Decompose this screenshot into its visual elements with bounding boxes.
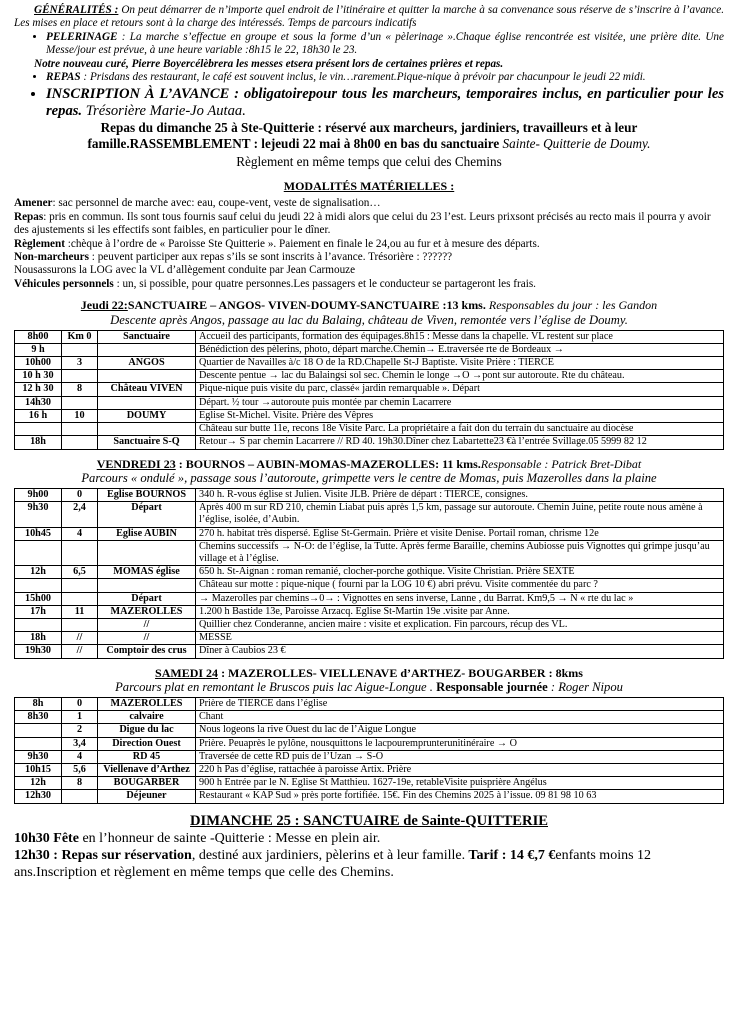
time-cell: 12 h 30 — [15, 383, 62, 396]
repas-list — [14, 71, 724, 84]
page — [14, 4, 724, 881]
place-cell: Viellenave d’Arthez — [98, 763, 196, 776]
table-row — [15, 527, 724, 540]
table-row — [15, 737, 724, 750]
time-cell: 8h00 — [15, 330, 62, 343]
place-cell — [98, 579, 196, 592]
place-cell: MOMAS église — [98, 566, 196, 579]
table-row — [15, 592, 724, 605]
description-cell: Retour→ S par chemin Lacarrere // RD 40. 19h30.Dîner chez Labartette23 €à l’entrée Svillage.05 5999 82 12 — [196, 436, 724, 449]
vendredi-subtitle: Parcours « ondulé », passage sous l’autoroute, grimpette vers le centre de Momas, puis Mazerolles dans la plaine — [81, 470, 657, 485]
km-cell: 4 — [62, 750, 98, 763]
description-cell: 270 h. habitat très dispersé. Eglise St-Germain. Prière et visite Denise. Portail roman, chrisme 12e — [196, 527, 724, 540]
time-cell: 12h — [15, 566, 62, 579]
place-cell: Déjeuner — [98, 790, 196, 803]
time-cell: 8h — [15, 697, 62, 710]
repas-dimanche — [14, 120, 724, 152]
description-cell: MESSE — [196, 632, 724, 645]
inscription-list — [14, 86, 724, 120]
time-cell: 18h — [15, 632, 62, 645]
fete-time: 10h30 Fête — [14, 830, 79, 846]
table-row — [15, 409, 724, 422]
description-cell: 340 h. R-vous église st Julien. Visite JLB. Prière de départ : TIERCE, consignes. — [196, 488, 724, 501]
km-cell — [62, 423, 98, 436]
place-cell: MAZEROLLES — [98, 605, 196, 618]
list-item-pelerinage — [46, 31, 724, 58]
description-cell: Dîner à Caubios 23 € — [196, 645, 724, 658]
lieu-text: Sainte- Quitterie de Doumy. — [499, 135, 651, 151]
description-cell: Quillier chez Conderanne, ancien maire : visite et explication. Fin parcours, récup des VL. — [196, 618, 724, 631]
description-cell: → Mazerolles par chemins→0→ : Vignottes en sens inverse, Lanne , du Barrat. Km9,5 → N « rte du lac » — [196, 592, 724, 605]
km-cell: // — [62, 645, 98, 658]
amener-line — [14, 197, 724, 210]
km-cell: 3 — [62, 357, 98, 370]
time-cell — [15, 618, 62, 631]
description-cell: Accueil des participants, formation des équipages.8h15 : Messe dans la chapelle. VL restent sur place — [196, 330, 724, 343]
description-cell: Chant — [196, 711, 724, 724]
km-cell — [62, 790, 98, 803]
place-cell: ANGOS — [98, 357, 196, 370]
km-cell: 0 — [62, 488, 98, 501]
place-cell: Eglise AUBIN — [98, 527, 196, 540]
description-cell: Chemins successifs → N-O: de l’église, la Tutte. Après ferme Baraille, chemins Aubiosse puis Vignottes qui grimpe jusqu’au village et à l’église. — [196, 540, 724, 565]
description-cell: Château sur motte : pique-nique ( fourni par la LOG 10 €) abri prévu. Visite commentée du parc ? — [196, 579, 724, 592]
amener-label: Amener — [14, 197, 53, 210]
generalites-list — [14, 31, 724, 58]
modalites-block — [14, 197, 724, 291]
km-cell: 10 — [62, 409, 98, 422]
list-item-inscription — [46, 86, 724, 120]
description-cell: Quartier de Navailles à/c 18 O de la RD.Chapelle St-J Baptiste. Visite Prière : TIERCE — [196, 357, 724, 370]
table-row — [15, 763, 724, 776]
jeudi-heading — [14, 299, 724, 312]
samedi-day: SAMEDI 24 — [155, 665, 219, 680]
jeudi-table — [14, 330, 724, 450]
table-row — [15, 488, 724, 501]
samedi-resp: : Roger Nipou — [547, 679, 623, 694]
km-cell: 0 — [62, 697, 98, 710]
amener-text: : sac personnel de marche avec: eau, coupe-vent, veste de signalisation… — [52, 197, 381, 210]
tresoriere-text: Trésorière Marie-Jo Autaa. — [82, 103, 246, 120]
generalites-label: GÉNÉRALITÉS : — [34, 4, 119, 16]
dimanche-repas — [14, 847, 724, 881]
description-cell: Pique-nique puis visite du parc, classé« jardin remarquable ». Départ — [196, 383, 724, 396]
time-cell: 10 h 30 — [15, 370, 62, 383]
km-cell: 3,4 — [62, 737, 98, 750]
reglement-text: :chèque à l’ordre de « Paroisse Ste Quitterie ». Paiement en finale le 24,ou au fur et à mesure des départs. — [64, 237, 540, 250]
repas-dimanche-detail: , destiné aux jardiniers, pèlerins et à leur famille. — [191, 847, 466, 863]
description-cell: Descente pentue → lac du Balaingsi sol sec. Chemin le longe →O →pont sur autoroute. Rte du château. — [196, 370, 724, 383]
time-cell: 15h00 — [15, 592, 62, 605]
time-cell: 12h — [15, 777, 62, 790]
table-row — [15, 502, 724, 527]
reglement-modalites-line — [14, 238, 724, 251]
cure-line: Notre nouveau curé, Pierre Boyercélèbrera les messes etsera présent lors de certaines prières et repas. — [34, 57, 504, 70]
km-cell — [62, 592, 98, 605]
place-cell: Eglise BOURNOS — [98, 488, 196, 501]
place-cell: BOUGARBER — [98, 777, 196, 790]
description-cell: Départ. ½ tour →autoroute puis montée par chemin Lacarrere — [196, 396, 724, 409]
table-row — [15, 618, 724, 631]
table-row — [15, 383, 724, 396]
time-cell — [15, 423, 62, 436]
fete-text: en l’honneur de sainte -Quitterie : Messe en plein air. — [78, 830, 381, 846]
jeudi-title: SANCTUAIRE – ANGOS- VIVEN-DOUMY-SANCTUAIRE :13 kms. — [127, 298, 486, 313]
samedi-sub-text: Parcours plat en remontant le Bruscos puis lac Aigue-Longue . — [115, 679, 433, 694]
place-cell: RD 45 — [98, 750, 196, 763]
place-cell: Sanctuaire S-Q — [98, 436, 196, 449]
time-cell: 9h30 — [15, 750, 62, 763]
km-cell — [62, 618, 98, 631]
km-cell — [62, 370, 98, 383]
samedi-title: : MAZEROLLES- VIELLENAVE d’ARTHEZ- BOUGARBER : 8kms — [218, 665, 583, 680]
place-cell: Digue du lac — [98, 724, 196, 737]
non-marcheurs-text: : peuvent participer aux repas s’ils se sont inscrits à l’avance. Trésorière : ?????? — [89, 251, 453, 264]
time-cell: 10h15 — [15, 763, 62, 776]
km-cell — [62, 396, 98, 409]
repas-text: : Prisdans des restaurant, le café est souvent inclus, le vin…rarement.Pique-nique à prévoir par chacunpour le jeudi 22 midi. — [80, 71, 646, 84]
table-row — [15, 330, 724, 343]
km-cell: // — [62, 632, 98, 645]
time-cell: 18h — [15, 436, 62, 449]
table-row — [15, 697, 724, 710]
table-row — [15, 436, 724, 449]
repas-label: REPAS — [46, 71, 81, 84]
place-cell: DOUMY — [98, 409, 196, 422]
vehicules-label: Véhicules personnels — [14, 277, 114, 290]
vendredi-heading — [14, 458, 724, 471]
place-cell — [98, 343, 196, 356]
km-cell — [62, 579, 98, 592]
time-cell — [15, 540, 62, 565]
modalites-repas-label: Repas — [14, 210, 44, 223]
table-row — [15, 423, 724, 436]
place-cell: MAZEROLLES — [98, 697, 196, 710]
pelerinage-text: : La marche s’effectue en groupe et sous la forme d’un « pèlerinage ».Chaque église rencontrée est visitée, une prière dite. Une Messe/jour est prévue, à une heure variable :8h15 le 22, 18h30 le 23. — [46, 30, 724, 57]
time-cell: 14h30 — [15, 396, 62, 409]
jeudi-day: Jeudi 22: — [80, 298, 128, 313]
modalites-repas-text: : pris en commun. Ils sont tous fournis sauf celui du jeudi 22 à midi alors que celui du 23 l’est. Leurs prixsont précisés au recto mais il pourra y avoir des ajustements si les effectifs sont faibles, en particulier pour le dîner. — [14, 210, 711, 237]
place-cell: // — [98, 632, 196, 645]
time-cell: 10h00 — [15, 357, 62, 370]
samedi-table — [14, 697, 724, 804]
table-row — [15, 724, 724, 737]
place-cell — [98, 540, 196, 565]
place-cell: Comptoir des crus — [98, 645, 196, 658]
non-marcheurs-line — [14, 251, 724, 264]
description-cell: 1.200 h Bastide 13e, Paroisse Arzacq. Eglise St-Martin 19e .visite par Anne. — [196, 605, 724, 618]
place-cell — [98, 396, 196, 409]
place-cell — [98, 423, 196, 436]
km-cell: 1 — [62, 711, 98, 724]
description-cell: Nous logeons la rive Ouest du lac de l’Aigue Longue — [196, 724, 724, 737]
place-cell: calvaire — [98, 711, 196, 724]
vehicules-line — [14, 278, 724, 291]
table-row — [15, 540, 724, 565]
description-cell: Après 400 m sur RD 210, chemin Liabat puis après 1,5 km, passage sur autoroute. Chemin Juine, petite route nous amène à l’église, isolée, d’Aubin. — [196, 502, 724, 527]
time-cell — [15, 579, 62, 592]
time-cell: 9 h — [15, 343, 62, 356]
jeudi-resp: Responsables du jour : les Gandon — [485, 298, 658, 313]
km-cell — [62, 540, 98, 565]
non-marcheurs-label: Non-marcheurs — [14, 251, 89, 264]
time-cell: 9h30 — [15, 502, 62, 527]
time-cell: 9h00 — [15, 488, 62, 501]
table-row — [15, 645, 724, 658]
inscription-text: INSCRIPTION À L’AVANCE : obligatoirepour tous les marcheurs, temporaires inclus, en particulier pour les repas. — [46, 86, 724, 120]
samedi-subtitle — [14, 680, 724, 694]
place-cell: Direction Ouest — [98, 737, 196, 750]
table-row — [15, 566, 724, 579]
description-cell: Traversée de cette RD puis de l’Uzan → S-O — [196, 750, 724, 763]
description-cell: Eglise St-Michel. Visite. Prière des Vêpres — [196, 409, 724, 422]
pelerinage-label: PELERINAGE — [46, 30, 118, 43]
description-cell: Prière de TIERCE dans l’église — [196, 697, 724, 710]
km-cell — [62, 343, 98, 356]
km-cell: 8 — [62, 777, 98, 790]
time-cell: 19h30 — [15, 645, 62, 658]
time-cell: 17h — [15, 605, 62, 618]
km-cell: 6,5 — [62, 566, 98, 579]
place-cell: Château VIVEN — [98, 383, 196, 396]
description-cell: 220 h Pas d’église, rattachée à paroisse Artix. Prière — [196, 763, 724, 776]
log-line: Nousassurons la LOG avec la VL d’allègement conduite par Jean Carmouze — [14, 264, 356, 277]
tarif: Tarif : 14 €,7 € — [465, 847, 556, 863]
time-cell — [15, 737, 62, 750]
dimanche-title: DIMANCHE 25 : SANCTUAIRE de Sainte-QUITTERIE — [190, 812, 548, 829]
repas-time: 12h30 : Repas sur réservation — [14, 847, 192, 863]
reglement-line: Règlement en même temps que celui des Chemins — [236, 153, 502, 169]
description-cell: Prière. Peuaprès le pylône, nousquittons le lacpouremprunterunitinéraire → O — [196, 737, 724, 750]
time-cell: 16 h — [15, 409, 62, 422]
repas-dimanche-text: Repas du dimanche 25 à Ste-Quitterie : réservé aux marcheurs, jardiniers, travailleurs et à leur famille.RASSEMBLEMENT : lejeudi 22 mai à 8h00 en bas du sanctuaire — [87, 120, 638, 151]
table-row — [15, 370, 724, 383]
description-cell: 650 h. St-Aignan : roman remanié, clocher-porche gothique. Visite Christian. Prière SEXTE — [196, 566, 724, 579]
km-cell: 2 — [62, 724, 98, 737]
km-cell — [62, 436, 98, 449]
table-row — [15, 711, 724, 724]
table-row — [15, 777, 724, 790]
place-cell: Sanctuaire — [98, 330, 196, 343]
time-cell — [15, 724, 62, 737]
description-cell: 900 h Entrée par le N. Eglise St Matthieu. 1627-19e, retableVisite puisprière Angélus — [196, 777, 724, 790]
time-cell: 8h30 — [15, 711, 62, 724]
modalites-repas-line — [14, 211, 724, 238]
generalites-paragraph — [14, 4, 724, 31]
table-row — [15, 357, 724, 370]
table-row — [15, 396, 724, 409]
km-cell: 4 — [62, 527, 98, 540]
km-cell: 11 — [62, 605, 98, 618]
vehicules-text: : un, si possible, pour quatre personnes.Les passagers et le conducteur se partageront les frais. — [113, 277, 536, 290]
generalites-text: On peut démarrer de n’importe quel endroit de l’itinéraire et quitter la marche à sa convenance sous réserve de s’inscrire à l’avance. Les mises en place et retours sont à la charge des intéressés. Temps de parcours indicatifs — [14, 4, 724, 30]
time-cell: 10h45 — [15, 527, 62, 540]
description-cell: Restaurant « KAP Sud » près porte fortifiée. 15€. Fin des Chemins 2025 à l’issue. 09 81 98 10 63 — [196, 790, 724, 803]
description-cell: Bénédiction des pèlerins, photo, départ marche.Chemin→ E.traversée rte de Bordeaux → — [196, 343, 724, 356]
table-row — [15, 343, 724, 356]
tarif-rest: enfants moins 12 ans.Inscription et règlement en même temps que celle des Chemins. — [14, 847, 652, 880]
samedi-resp-label: Responsable journée — [436, 679, 548, 694]
description-cell: Château sur butte 11e, recons 18e Visite Parc. La propriétaire a fait don du terrain du sanctuaire au diocèse — [196, 423, 724, 436]
reglement-label: Règlement — [14, 237, 65, 250]
table-row — [15, 790, 724, 803]
samedi-heading — [14, 667, 724, 680]
table-row — [15, 750, 724, 763]
vendredi-title: : BOURNOS – AUBIN-MOMAS-MAZEROLLES: 11 kms. — [175, 456, 481, 471]
modalites-title: MODALITÉS MATÉRIELLES : — [283, 179, 455, 194]
km-cell: 2,4 — [62, 502, 98, 527]
dimanche-fete — [14, 830, 724, 847]
km-cell: 8 — [62, 383, 98, 396]
place-cell: // — [98, 618, 196, 631]
vendredi-resp: Responsable : Patrick Bret-Dibat — [480, 456, 642, 471]
table-row — [15, 632, 724, 645]
vendredi-table — [14, 488, 724, 659]
vendredi-day: VENDREDI 23 — [96, 456, 176, 471]
list-item-repas — [46, 71, 724, 84]
jeudi-subtitle: Descente après Angos, passage au lac du Balaing, château de Viven, remontée vers l’église de Doumy. — [110, 312, 628, 327]
table-row — [15, 605, 724, 618]
km-cell: Km 0 — [62, 330, 98, 343]
place-cell: Départ — [98, 502, 196, 527]
place-cell: Départ — [98, 592, 196, 605]
place-cell — [98, 370, 196, 383]
table-row — [15, 579, 724, 592]
km-cell: 5,6 — [62, 763, 98, 776]
time-cell: 12h30 — [15, 790, 62, 803]
